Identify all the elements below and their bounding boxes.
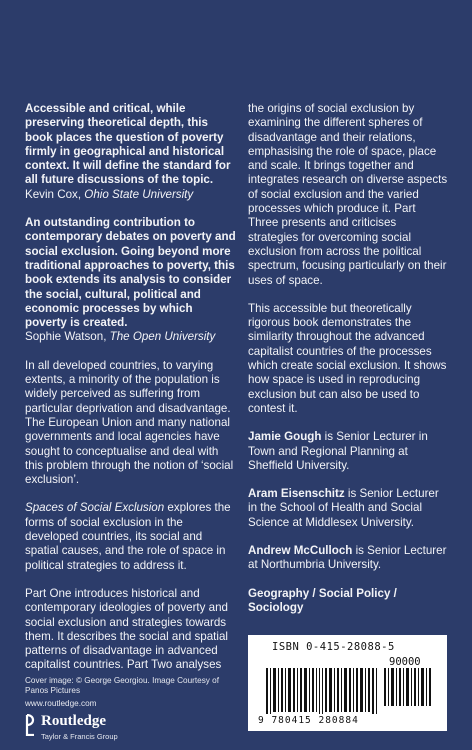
quote-1-affiliation: Ohio State University [84,187,194,201]
isbn-barcode [248,635,447,731]
author-name: Andrew McCulloch [248,544,353,558]
author-bio-text: is Senior Lecturer at Northumbria University. [248,544,447,572]
publisher-group: Taylor & Francis Group [41,732,118,741]
blurb-paragraph-3: Part One introduces historical and contemporary ideologies of poverty and social exclusion and strategies towards them. It describes the social and spatial patterns of disadvantage in advanced capitalist countries. Part Two analyses [25,586,229,672]
quote-2-text: An outstanding contribution to contemporary debates on poverty and social exclusion. Going beyond more traditional approaches to poverty, this book extends its analysis to consider the social, cultural, political and economic processes by which poverty is created. [25,216,236,330]
routledge-logo-icon [25,714,36,736]
blurb-paragraph-2-text: explores the forms of social exclusion in the developed countries, its social and spatial causes, and the role of space in political strategies to address it. [25,501,231,572]
book-title: Spaces of Social Exclusion [25,501,165,515]
author-bio-2 [248,487,448,530]
website-link[interactable]: www.routledge.com [25,699,97,708]
quote-2-author: Sophie Watson, [25,330,110,344]
quote-2-attribution [25,330,237,344]
barcode-icon [266,668,436,714]
left-column [25,102,237,687]
publisher-name: Routledge [41,713,106,729]
blurb-paragraph-4: the origins of social exclusion by examining the different spheres of disadvantage and their relations, emphasising the role of space, place and scale. It brings together and integrates research on diverse aspects of social exclusion and the varied processes which produce it. Part Three presents and criticises strategies for overcoming social exclusion from across the political spectrum, focusing particularly on their uses of space. [248,102,448,287]
quote-1-attribution [25,188,237,202]
quote-1-text: Accessible and critical, while preserving theoretical depth, this book places the question of poverty firmly in geographical and historical context. It will define the standard for all future discussions of the topic. [25,102,231,187]
subject-categories: Geography / Social Policy / Sociology [248,586,397,614]
quote-1-author: Kevin Cox, [25,187,85,201]
author-bio-text: is Senior Lecturer in the School of Health and Social Science at Middlesex University. [248,487,439,529]
author-name: Aram Eisenschitz [248,487,345,501]
author-bio-text: is Senior Lecturer in Town and Regional Planning at Sheffield University. [248,430,428,472]
blurb-paragraph-2 [25,501,237,572]
right-column [248,102,448,629]
quote-1 [25,102,237,202]
author-bio-3 [248,544,448,573]
author-bio-1 [248,430,448,473]
price-code: 90000 [389,656,421,668]
blurb-paragraph-5: This accessible but theoretically rigorous book demonstrates the similarity throughout the advanced capitalist countries of the processes which create social exclusion. It shows how space is used in reproducing exclusion but can also be used to contest it. [248,301,447,415]
cover-credit: Cover image: © George Georgiou. Image Courtesy of Panos Pictures [25,676,219,695]
isbn-number: 9 780415 280884 [258,715,359,726]
blurb-paragraph-1: In all developed countries, to varying extents, a minority of the population is widely perceived as suffering from particular deprivation and disadvantage. The European Union and many national governments and local agencies have sought to conceptualise and deal with this problem through the notion of ‘social exclusion’. [25,358,234,487]
quote-2 [25,216,237,345]
author-name: Jamie Gough [248,430,322,444]
isbn-label: ISBN 0-415-28088-5 [272,641,395,653]
quote-2-affiliation: The Open University [109,330,216,344]
publisher-logo [25,711,145,743]
